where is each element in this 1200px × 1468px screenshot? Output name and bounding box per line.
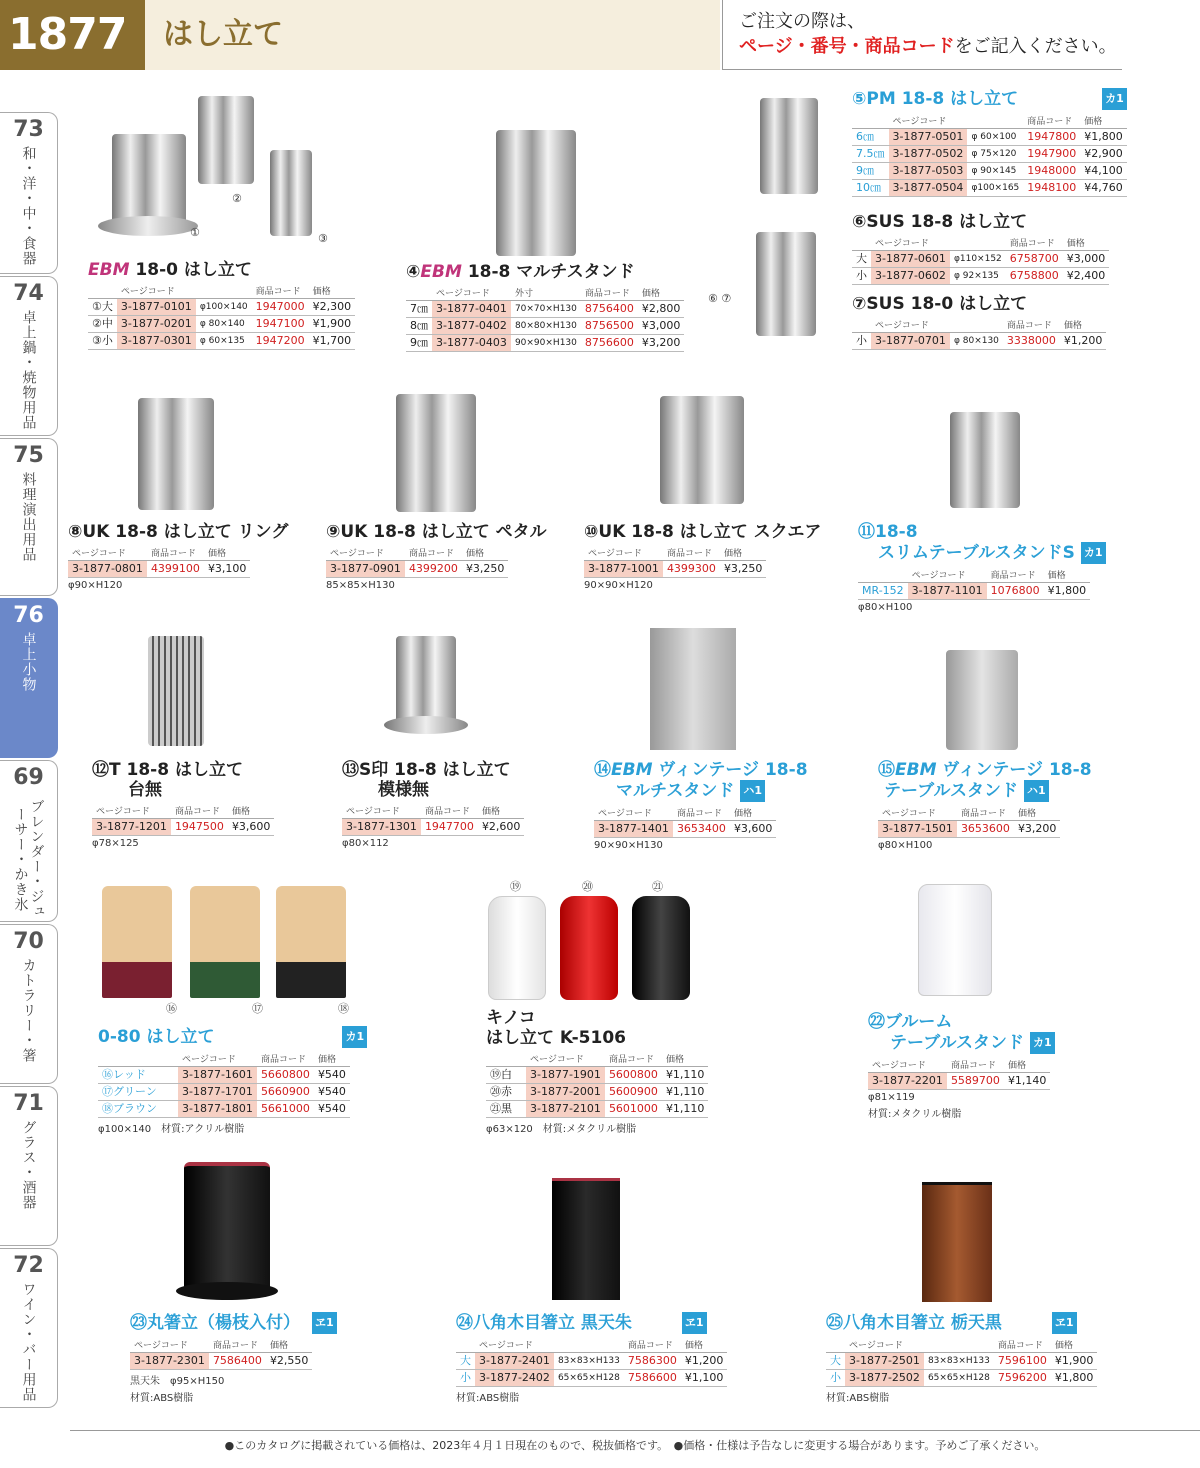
callout-number: ③ [318, 232, 328, 245]
product-title-line2: 台無 [128, 780, 162, 800]
product-material: 材質:ABS樹脂 [456, 1393, 520, 1404]
callout-number: ⑱ [338, 1002, 349, 1015]
product-title-line2: はし立て K-5106 [486, 1028, 626, 1048]
product-image-base [98, 216, 198, 236]
product-title: ⑦SUS 18-0 はし立て [852, 294, 1028, 314]
product-pm-18-8 [852, 88, 1127, 197]
table-row: ㉑黒 3-1877-2101 5601000 ¥1,110 [486, 1101, 708, 1118]
tab-number: 76 [13, 603, 44, 628]
sidebar-tab-76[interactable] [0, 598, 58, 758]
price-table: ページコード 商品コード 価格 3-1877-1401 3653400 ¥3,600 [594, 804, 776, 838]
table-row: 9㎝ 3-1877-0503 φ 90×145 1948000 ¥4,100 [852, 163, 1127, 180]
footer-note: ●このカタログに掲載されている価格は、2023年４月１日現在のもので、税抜価格です。 ●価格・仕様は予告なしに変更する場合があります。予めご了承ください。 [70, 1430, 1200, 1453]
product-spec: φ78×125 [92, 838, 139, 849]
table-row: 小 3-1877-2502 65×65×H128 7596200 ¥1,800 [826, 1370, 1097, 1387]
table-row: ⑰グリーン 3-1877-1701 5660900 ¥540 [98, 1084, 350, 1101]
product-title-line2: スリムテーブルスタンドS カ1 [858, 542, 1106, 564]
product-ebm-multistand [406, 262, 684, 352]
tab-number: 69 [13, 765, 44, 790]
tab-label: 料理演出用品 [20, 472, 37, 562]
product-image-base [384, 716, 468, 734]
product-title: ⑩UK 18-8 はし立て スクエア [584, 522, 822, 542]
product-image-t-no-base [148, 636, 204, 746]
product-octagon-wood [826, 1312, 1097, 1404]
product-vintage-multi [594, 760, 808, 851]
brand: EBM [88, 260, 130, 280]
product-image-sus [756, 232, 816, 336]
product-image-slim-stand [950, 412, 1020, 508]
tab-label: グラス・酒器 [20, 1120, 37, 1210]
order-note [722, 0, 1122, 70]
tab-label: ワイン・バー用品 [20, 1282, 37, 1402]
tab-number: 71 [13, 1091, 44, 1116]
product-title: ⑭EBM ヴィンテージ 18-8 [594, 760, 808, 780]
table-row: ③小 3-1877-0301 φ 60×135 1947200 ¥1,700 [88, 333, 355, 350]
product-title: ④EBM 18-8 マルチスタンド [406, 262, 635, 282]
price-table: ページコード 商品コード 価格 ⑯レッド 3-1877-1601 5660800 ¥540 ⑰グリーン 3-1877-1701 5660900 ¥540 ⑱ブラウン 3-1877-1801 5661000 ¥540 [98, 1050, 350, 1118]
callout-number: ⑰ [252, 1002, 263, 1015]
price-table: ページコード 商品コード 価格 大 3-1877-2501 83×83×H133 7596100 ¥1,900 小 3-1877-2502 65×65×H128 7596200 ¥1,800 [826, 1336, 1097, 1387]
title: 18-0 はし立て [135, 260, 252, 280]
order-note-rest: をご記入ください。 [954, 36, 1117, 57]
price-table: ページコード 商品コード 価格 大 3-1877-0601 φ110×152 6758700 ¥3,000 小 3-1877-0602 φ 92×135 6758800 ¥2,400 [852, 234, 1109, 285]
price-table: ページコード 商品コード 価格 3-1877-2301 7586400 ¥2,550 [130, 1336, 312, 1370]
table-row: ②中 3-1877-0201 φ 80×140 1947100 ¥1,900 [88, 316, 355, 333]
product-spec: 90×90×H130 [594, 840, 663, 851]
product-title-line2: テーブルスタンド ハ1 [878, 780, 1092, 802]
product-0-80 [98, 1026, 367, 1135]
product-image-red [102, 886, 172, 998]
tab-label: 卓上鍋・焼物用品 [20, 310, 37, 430]
product-image-octagon-wood [922, 1182, 992, 1302]
price-table: ページコード 商品コード 価格 ①大 3-1877-0101 φ100×140 1947000 ¥2,300 ②中 3-1877-0201 φ 80×140 1947100 ¥1,900 ③小 3-1877-0301 φ 60×135 1947200 ¥1,700 [88, 282, 355, 350]
table-row: 小 3-1877-0602 φ 92×135 6758800 ¥2,400 [852, 268, 1109, 285]
product-image-multistand [496, 130, 576, 256]
product-image-white [488, 896, 546, 1000]
product-ebm-18-0 [88, 260, 355, 350]
product-spec: φ100×140 材質:アクリル樹脂 [98, 1124, 245, 1135]
price-table: ページコード 商品コード 価格 小 3-1877-0701 φ 80×130 3338000 ¥1,200 [852, 316, 1106, 350]
product-image-ebm-small [270, 150, 312, 236]
product-vintage-table [878, 760, 1092, 851]
product-image-octagon-black [552, 1178, 620, 1300]
product-image-uk-ring [138, 398, 214, 510]
table-row: 3-1877-1301 1947700 ¥2,600 [342, 819, 524, 836]
product-image-uk-petal [396, 394, 476, 512]
price-table: ページコード 商品コード 価格 3-1877-1001 4399300 ¥3,250 [584, 544, 766, 578]
table-row: ⑯レッド 3-1877-1601 5660800 ¥540 [98, 1067, 350, 1084]
table-row: MR-152 3-1877-1101 1076800 ¥1,800 [858, 583, 1090, 600]
product-image-green [190, 886, 260, 998]
product-image-round-black [184, 1162, 270, 1292]
callout-number: ⑳ [582, 880, 593, 893]
product-title: ⑥SUS 18-8 はし立て [852, 212, 1028, 232]
sidebar-tab-69[interactable] [0, 760, 58, 922]
sidebar-tab-73[interactable] [0, 112, 58, 274]
table-row: 6㎝ 3-1877-0501 φ 60×100 1947800 ¥1,800 [852, 129, 1127, 146]
product-spec: φ80×H100 [878, 840, 933, 851]
table-row: 3-1877-0801 4399100 ¥3,100 [68, 561, 250, 578]
product-sus-18-8 [852, 212, 1109, 285]
product-image-ebm-large [112, 134, 186, 226]
product-uk-ring [68, 522, 288, 591]
table-row: 3-1877-2201 5589700 ¥1,140 [868, 1073, 1050, 1090]
product-s-18-8 [342, 760, 524, 849]
price-table: ページコード 商品コード 価格 3-1877-1501 3653600 ¥3,200 [878, 804, 1060, 838]
product-spec: φ80×112 [342, 838, 389, 849]
product-title: ㉕八角木目箸立 栃天黒 ヱ1 [826, 1312, 1097, 1334]
product-title: ㉔八角木目箸立 黒天朱 ヱ1 [456, 1312, 727, 1334]
tab-number: 75 [13, 443, 44, 468]
product-title-line2: 模様無 [378, 780, 429, 800]
table-row: ①大 3-1877-0101 φ100×140 1947000 ¥2,300 [88, 299, 355, 316]
table-row: 3-1877-2301 7586400 ¥2,550 [130, 1353, 312, 1370]
tab-label: 和・洋・中・食器 [20, 146, 37, 266]
table-row: 小 3-1877-2402 65×65×H128 7586600 ¥1,100 [456, 1370, 727, 1387]
product-title-line2: マルチスタンド ハ1 [594, 780, 808, 802]
price-table: ページコード 商品コード 価格 3-1877-1301 1947700 ¥2,600 [342, 802, 524, 836]
sidebar-tab-70[interactable] [0, 924, 58, 1084]
product-spec: φ81×119 [868, 1092, 915, 1103]
sidebar-tab-75[interactable] [0, 438, 58, 596]
product-image-pm [760, 98, 818, 194]
table-row: 小 3-1877-0701 φ 80×130 3338000 ¥1,200 [852, 333, 1106, 350]
product-spec: φ90×H120 [68, 580, 123, 591]
order-note-line2 [739, 34, 1122, 60]
table-row: 7㎝ 3-1877-0401 70×70×H130 8756400 ¥2,800 [406, 301, 684, 318]
product-material: 材質:メタクリル樹脂 [868, 1109, 962, 1120]
price-table: ページコード 商品コード 価格 3-1877-1201 1947500 ¥3,600 [92, 802, 274, 836]
table-row: 3-1877-1501 3653600 ¥3,200 [878, 821, 1060, 838]
callout-number: ⑲ [510, 880, 521, 893]
product-slim-stand [858, 522, 1106, 613]
product-material: 材質:ABS樹脂 [130, 1393, 194, 1404]
product-image-vintage-multi [650, 628, 736, 750]
tab-number: 72 [13, 1253, 44, 1278]
table-row: 9㎝ 3-1877-0403 90×90×H130 8756600 ¥3,200 [406, 335, 684, 352]
product-title: ㉒ブルーム [868, 1012, 953, 1032]
table-row: 大 3-1877-2401 83×83×H133 7586300 ¥1,200 [456, 1353, 727, 1370]
product-image-bloom [918, 884, 992, 996]
price-table: ページコード 商品コード 価格 ⑲白 3-1877-1901 5600800 ¥1,110 ⑳赤 3-1877-2001 5600900 ¥1,110 ㉑黒 3-1877-2101 5601000 ¥1,110 [486, 1050, 708, 1118]
table-row: 大 3-1877-0601 φ110×152 6758700 ¥3,000 [852, 251, 1109, 268]
product-title: ⑫T 18-8 はし立て [92, 760, 243, 780]
product-title: ⑪18-8 [858, 522, 918, 542]
price-table: ページコード 商品コード 価格 3-1877-2201 5589700 ¥1,140 [868, 1056, 1050, 1090]
tab-label: カトラリー・箸 [20, 958, 37, 1063]
product-kinoko [486, 1008, 708, 1135]
sidebar-tab-74[interactable] [0, 276, 58, 436]
table-row: 8㎝ 3-1877-0402 80×80×H130 8756500 ¥3,000 [406, 318, 684, 335]
tab-label: ブレンダー・ジューサー・かき氷 [12, 799, 45, 919]
price-table: ページコード 外寸 商品コード 価格 7㎝ 3-1877-0401 70×70×H130 8756400 ¥2,800 8㎝ 3-1877-0402 80×80×H130 8756500 ¥3,000 9㎝ 3-1877-0403 90×90×H130 8756600 ¥3,200 [406, 284, 684, 352]
table-row: 10㎝ 3-1877-0504 φ100×165 1948100 ¥4,760 [852, 180, 1127, 197]
price-table: ページコード 商品コード 価格 6㎝ 3-1877-0501 φ 60×100 1947800 ¥1,800 7.5㎝ 3-1877-0502 φ 75×120 1947900 ¥2,900 9㎝ 3-1877-0503 φ 90×145 1948000 ¥4,100 10㎝ 3-1877-0504 φ100×165 1948100 ¥4,760 [852, 112, 1127, 197]
product-title: ⑬S印 18-8 はし立て [342, 760, 511, 780]
table-row: ⑲白 3-1877-1901 5600800 ¥1,110 [486, 1067, 708, 1084]
table-row: 大 3-1877-2501 83×83×H133 7596100 ¥1,900 [826, 1353, 1097, 1370]
product-image-uk-square [660, 396, 744, 504]
product-title [88, 260, 355, 280]
product-image-red-kinoko [560, 896, 618, 1000]
product-t-18-8 [92, 760, 274, 849]
product-spec: φ80×H100 [858, 602, 913, 613]
order-note-emphasis: ページ・番号・商品コード [739, 36, 955, 57]
page-header [0, 0, 720, 70]
callout-number: ① [190, 226, 200, 239]
tab-number: 73 [13, 117, 44, 142]
callout-number: ⑥ ⑦ [708, 292, 732, 305]
order-note-line1: ご注文の際は、 [739, 11, 865, 32]
product-spec: 黒天朱 φ95×H150 [130, 1376, 225, 1387]
product-title: ⑨UK 18-8 はし立て ペタル [326, 522, 547, 542]
product-spec: 85×85×H130 [326, 580, 395, 591]
table-row: 3-1877-0901 4399200 ¥3,250 [326, 561, 508, 578]
product-title: 0-80 はし立て カ1 [98, 1026, 367, 1048]
product-title: ⑮EBM ヴィンテージ 18-8 [878, 760, 1092, 780]
product-image-base [176, 1282, 278, 1300]
product-material: 材質:ABS樹脂 [826, 1393, 890, 1404]
product-spec: φ63×120 材質:メタクリル樹脂 [486, 1124, 637, 1135]
product-image-ebm-medium [198, 96, 254, 184]
price-table: ページコード 商品コード 価格 MR-152 3-1877-1101 1076800 ¥1,800 [858, 566, 1090, 600]
callout-number: ⑯ [166, 1002, 177, 1015]
tab-label: 卓上小物 [20, 632, 37, 692]
price-table: ページコード 商品コード 価格 大 3-1877-2401 83×83×H133 7586300 ¥1,200 小 3-1877-2402 65×65×H128 7586600 ¥1,100 [456, 1336, 727, 1387]
table-row: 3-1877-1401 3653400 ¥3,600 [594, 821, 776, 838]
sidebar-tab-72[interactable] [0, 1248, 58, 1408]
product-title: ㉓丸箸立（楊枝入付） ヱ1 [130, 1312, 337, 1334]
product-title: ⑧UK 18-8 はし立て リング [68, 522, 289, 542]
table-row: ⑳赤 3-1877-2001 5600900 ¥1,110 [486, 1084, 708, 1101]
page-number: 1877 [0, 0, 145, 70]
product-round-chopstick [130, 1312, 337, 1404]
table-row: ⑱ブラウン 3-1877-1801 5661000 ¥540 [98, 1101, 350, 1118]
product-spec: 90×90×H120 [584, 580, 653, 591]
price-table: ページコード 商品コード 価格 3-1877-0901 4399200 ¥3,250 [326, 544, 508, 578]
product-bloom [868, 1012, 1055, 1120]
tab-number: 70 [13, 929, 44, 954]
table-row: 3-1877-1201 1947500 ¥3,600 [92, 819, 274, 836]
product-title-line2: テーブルスタンド カ1 [868, 1032, 1055, 1054]
product-title: ⑤PM 18-8 はし立て カ1 [852, 88, 1127, 110]
table-row: 7.5㎝ 3-1877-0502 φ 75×120 1947900 ¥2,900 [852, 146, 1127, 163]
tab-number: 74 [13, 281, 44, 306]
product-image-vintage-table [946, 650, 1018, 750]
product-uk-petal [326, 522, 547, 591]
product-image-black-kinoko [632, 896, 690, 1000]
table-row: 3-1877-1001 4399300 ¥3,250 [584, 561, 766, 578]
callout-number: ② [232, 192, 242, 205]
product-octagon-black [456, 1312, 727, 1404]
product-sus-18-0 [852, 294, 1106, 350]
price-table: ページコード 商品コード 価格 3-1877-0801 4399100 ¥3,100 [68, 544, 250, 578]
page-title: はし立て [145, 0, 720, 70]
product-image-s-plain [396, 636, 456, 724]
callout-number: ㉑ [652, 880, 663, 893]
sidebar-tab-71[interactable] [0, 1086, 58, 1246]
product-title: キノコ [486, 1008, 536, 1028]
product-uk-square [584, 522, 821, 591]
product-image-brown [276, 886, 346, 998]
